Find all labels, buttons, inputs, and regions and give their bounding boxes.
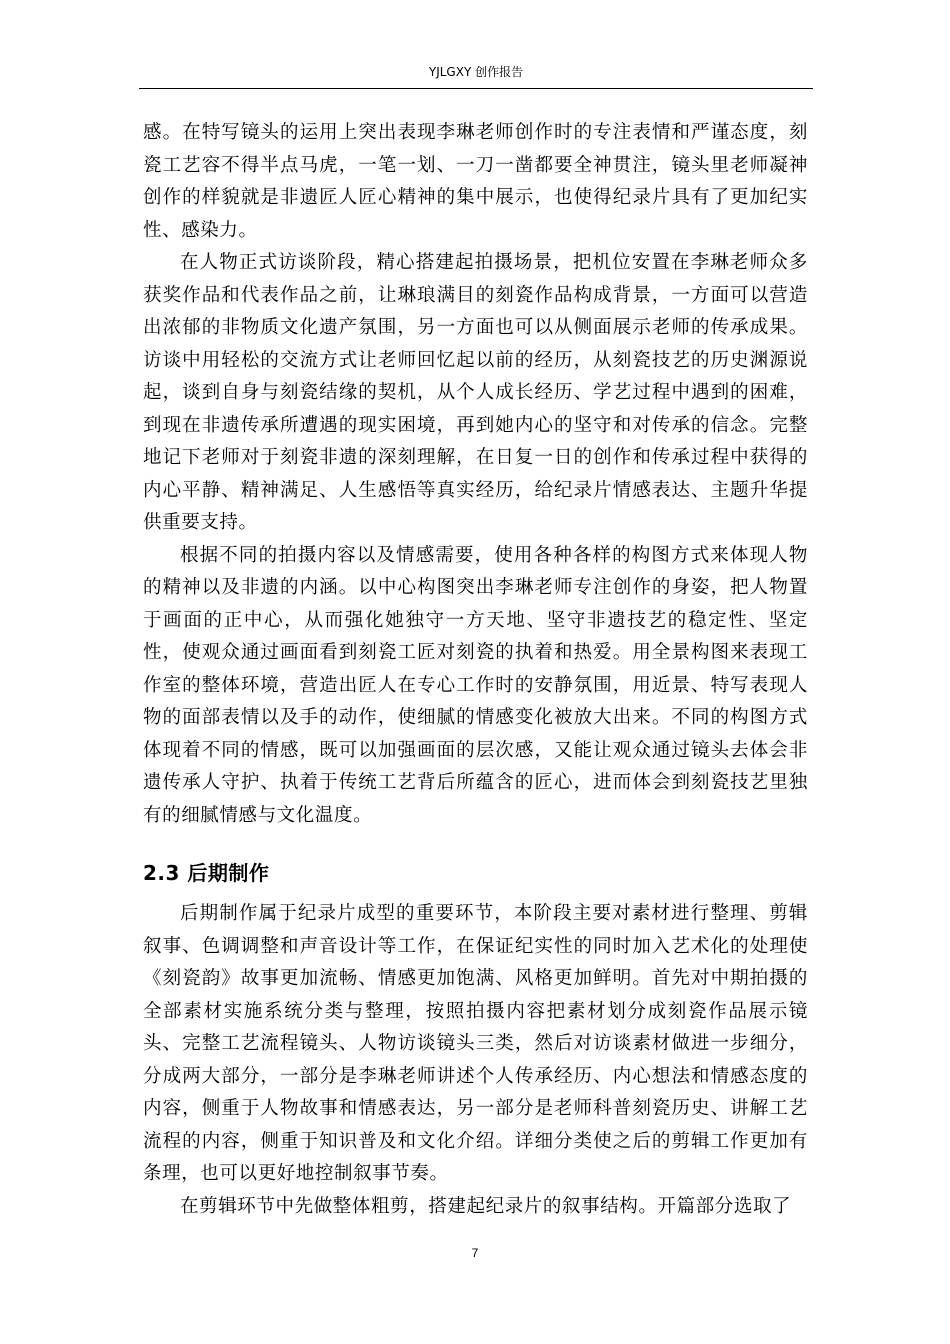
paragraph: 后期制作属于纪录片成型的重要环节，本阶段主要对素材进行整理、剪辑叙事、色调调整和声音设计等工作，在保证纪实性的同时加入艺术化的处理使《刻瓷韵》故事更加流畅、情感更加饱满、风格更加鲜明。首先对中期拍摄的全部素材实施系统分类与整理，按照拍摄内容把素材划分成刻瓷作品展示镜头、完整工艺流程镜头、人物访谈镜头三类，然后对访谈素材做进一步细分，分成两大部分，一部分是李琳老师讲述个人传承经历、内心想法和情感态度的内容，侧重于人物故事和情感表达，另一部分是老师科普刻瓷历史、讲解工艺流程的内容，侧重于知识普及和文化介绍。详细分类使之后的剪辑工作更加有条理，也可以更好地控制叙事节奏。	[143, 903, 808, 1184]
paragraph: 在剪辑环节中先做整体粗剪，搭建起纪录片的叙事结构。开篇部分选取了	[180, 1195, 792, 1217]
page-number: 7	[471, 1246, 479, 1260]
header-divider	[139, 88, 813, 89]
paragraph: 在人物正式访谈阶段，精心搭建起拍摄场景，把机位安置在李琳老师众多获奖作品和代表作品之前，让琳琅满目的刻瓷作品构成背景，一方面可以营造出浓郁的非物质文化遗产氛围，另一方面也可以从侧面展示老师的传承成果。访谈中用轻松的交流方式让老师回忆起以前的经历，从刻瓷技艺的历史渊源说起，谈到自身与刻瓷结缘的契机，从个人成长经历、学艺过程中遇到的困难，到现在非遗传承所遭遇的现实困境，再到她内心的坚守和对传承的信念。完整地记下老师对于刻瓷非遗的深刻理解，在日复一日的创作和传承过程中获得的内心平静、精神满足、人生感悟等真实经历，给纪录片情感表达、主题升华提供重要支持。	[143, 252, 808, 533]
paragraph: 感。在特写镜头的运用上突出表现李琳老师创作时的专注表情和严谨态度，刻瓷工艺容不得半点马虎，一笔一划、一刀一凿都要全神贯注，镜头里老师凝神创作的样貌就是非遗匠人匠心精神的集中展示，也使得纪录片具有了更加纪实性、感染力。	[143, 122, 808, 241]
paragraph: 根据不同的拍摄内容以及情感需要，使用各种各样的构图方式来体现人物的精神以及非遗的内涵。以中心构图突出李琳老师专注创作的身姿，把人物置于画面的正中心，从而强化她独守一方天地、坚守非遗技艺的稳定性、坚定性，使观众通过画面看到刻瓷工匠对刻瓷的执着和热爱。用全景构图来表现工作室的整体环境，营造出匠人在专心工作时的安静氛围，用近景、特写表现人物的面部表情以及手的动作，使细腻的情感变化被放大出来。不同的构图方式体现着不同的情感，既可以加强画面的层次感，又能让观众通过镜头去体会非遗传承人守护、执着于传统工艺背后所蕴含的匠心，进而体会到刻瓷技艺里独有的细腻情感与文化温度。	[143, 544, 808, 826]
section-heading: 2.3 后期制作	[143, 861, 270, 885]
page-header: YJLGXY 创作报告	[428, 65, 524, 79]
body-text	[143, 117, 808, 1223]
